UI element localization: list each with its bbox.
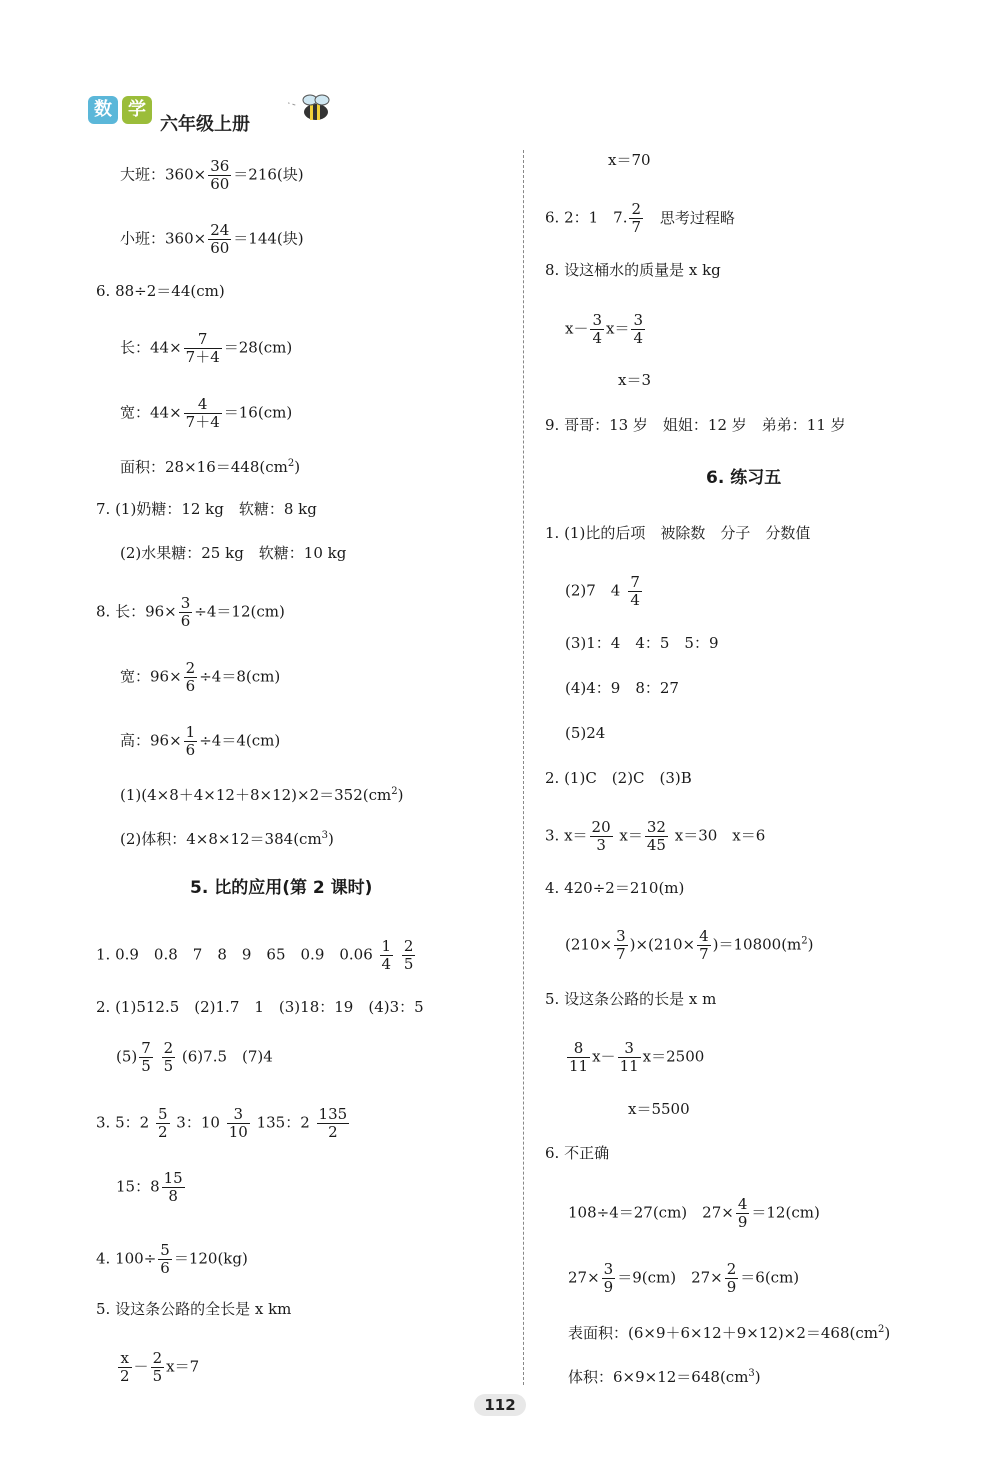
answer-line: 4. 100÷ $\frac{5}{6}$ ＝120(kg) <box>96 1241 248 1277</box>
answer-line: 宽：44× $\frac{4}{7+4}$ ＝16(cm) <box>120 395 293 431</box>
answer-line: 27× $\frac{3}{9}$ ＝9(cm) 27× $\frac{2}{9}$ ＝6(cm) <box>568 1260 800 1296</box>
answer-line: $(1)(4\times 8+4\times 12+8\times 12)\times 2=352(cm^2)$ <box>120 786 404 804</box>
answer-line: (5)24 <box>565 724 606 742</box>
answer-line: 7. (1)奶糖：12 kg 软糖：8 kg <box>96 500 317 518</box>
answer-line: 宽：96× $\frac{2}{6}$ ÷4＝8(cm) <box>120 659 281 695</box>
answer-line: 5. 设这条公路的全长是 x km <box>96 1300 292 1318</box>
answer-line: 6. 不正确 <box>545 1144 610 1162</box>
header-title: 六年级上册 <box>160 114 250 135</box>
header-badge-shu: 数 <box>88 96 118 124</box>
bee-icon <box>288 92 338 126</box>
answer-line: 9. 哥哥：13 岁 姐姐：12 岁 弟弟：11 岁 <box>545 416 846 434</box>
answer-line: x＝5500 <box>628 1100 690 1118</box>
page-number: 112 <box>474 1394 526 1416</box>
section-title-exercise-five: 6. 练习五 <box>706 468 782 488</box>
answer-line: (2)7 4 $\frac{7}{4}$ <box>565 573 640 609</box>
answer-line: 2. (1)512.5 (2)1.7 1 (3)18：19 (4)3：5 <box>96 998 424 1016</box>
answer-line: x－ $\frac{3}{4}$ x＝ $\frac{3}{4}$ <box>565 311 644 347</box>
answer-line: 1. (1)比的后项 被除数 分子 分数值 <box>545 524 811 542</box>
answer-line: $\frac{8}{11}$ x－ $\frac{3}{11}$ x＝2500 <box>569 1039 705 1075</box>
answer-line: 8. 设这桶水的质量是 x kg <box>545 261 721 279</box>
answer-line: x＝70 <box>608 151 651 169</box>
answer-line: 2. (1)C (2)C (3)B <box>545 769 692 787</box>
answer-line: (4)4：9 8：27 <box>565 679 679 697</box>
answer-line: 表面积：$(6\times 9+6\times 12+9\times 12)\times 2=468(cm^2)$ <box>568 1324 891 1342</box>
answer-line: 108÷4＝27(cm) 27× $\frac{4}{9}$ ＝12(cm) <box>568 1195 820 1231</box>
answer-line: 5. 设这条公路的长是 x m <box>545 990 717 1008</box>
section-title-ratio-application: 5. 比的应用(第 2 课时) <box>190 878 373 898</box>
answer-line: 4. 420÷2＝210(m) <box>545 879 685 897</box>
answer-line: x＝3 <box>618 371 652 389</box>
answer-line: 8. 长：96× $\frac{3}{6}$ ÷4＝12(cm) <box>96 594 285 630</box>
answer-line: 面积：$28\times 16=448(cm^2)$ <box>120 458 301 476</box>
answer-line: 小班：360× $\frac{24}{60}$ ＝144(块) <box>120 221 304 257</box>
answer-line: 大班：360× $\frac{36}{60}$ ＝216(块) <box>120 157 304 193</box>
answer-line: (3)1：4 4：5 5：9 <box>565 634 719 652</box>
column-divider <box>523 150 524 1385</box>
answer-line: (2)体积：$4\times 8\times 12=384(cm^3)$ <box>120 830 334 848</box>
answer-line: 3. x＝ $\frac{20}{3}$ x＝ $\frac{32}{45}$ x＝30 x＝6 <box>545 818 766 854</box>
header-badge-xue: 学 <box>122 96 152 124</box>
answer-line: (5) $\frac{7}{5}$ $\frac{2}{5}$ (6)7.5 (7)4 <box>116 1039 273 1075</box>
answer-line: (210× $\frac{3}{7}$ )×(210× $\frac{4}{7}$ )$=10800(m^2)$ <box>565 927 814 963</box>
answer-line: 6. 88÷2＝44(cm) <box>96 282 225 300</box>
answer-line: 3. 5：2 $\frac{5}{2}$ 3：10 $\frac{3}{10}$ 135：2 $\frac{135}{2}$ <box>96 1105 348 1141</box>
answer-line: 1. 0.9 0.8 7 8 9 65 0.9 0.06 $\frac{1}{4}$ $\frac{2}{5}$ <box>96 937 414 973</box>
answer-line: 6. 2：1 7. $\frac{2}{7}$ 思考过程略 <box>545 200 735 236</box>
answer-line: $\frac{x}{2}$ － $\frac{2}{5}$ x＝7 <box>120 1349 200 1385</box>
answer-line: (2)水果糖：25 kg 软糖：10 kg <box>120 544 347 562</box>
answer-line: 体积：$6\times 9\times 12=648(cm^3)$ <box>568 1368 761 1386</box>
answer-line: 高：96× $\frac{1}{6}$ ÷4＝4(cm) <box>120 723 281 759</box>
page-header <box>88 88 348 138</box>
answer-line: 15：8 $\frac{15}{8}$ <box>116 1169 183 1205</box>
answer-line: 长：44× $\frac{7}{7+4}$ ＝28(cm) <box>120 330 293 366</box>
